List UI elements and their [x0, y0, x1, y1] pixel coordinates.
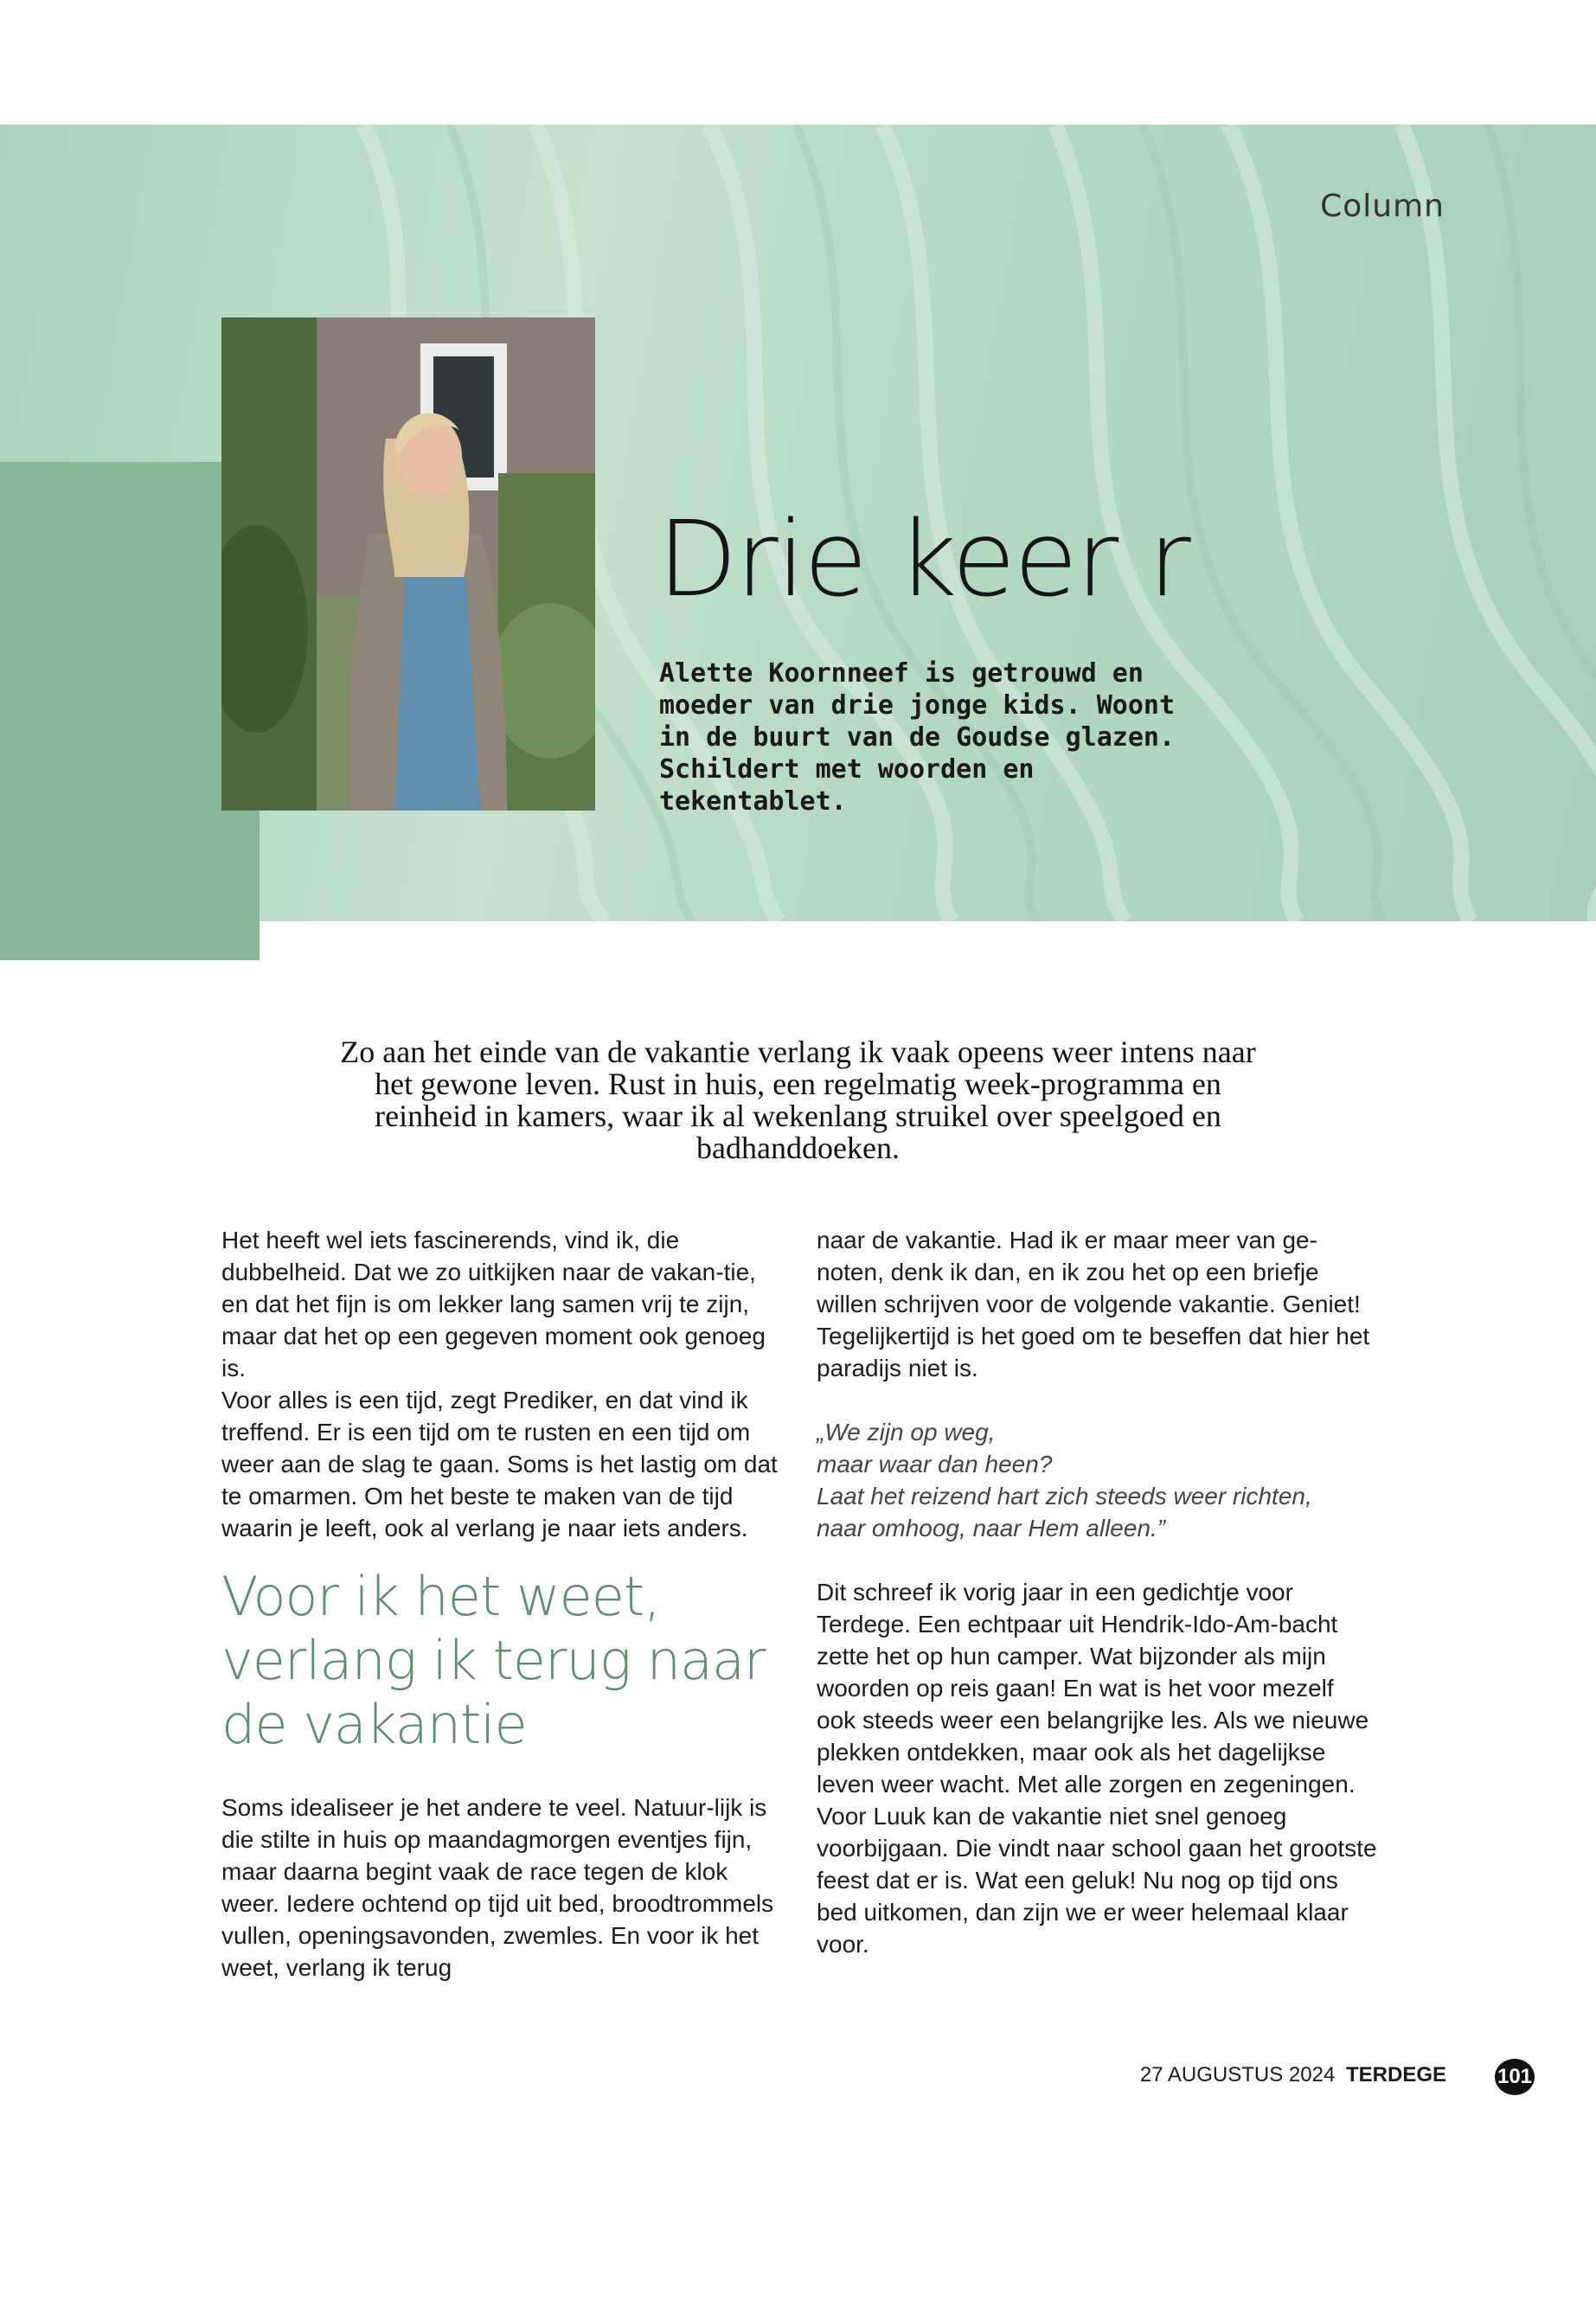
pull-quote-heading: Voor ik het weet, verlang ik terug naar de vakantie: [221, 1565, 766, 1756]
poem-line: „We zijn op weg,: [817, 1419, 996, 1445]
poem-line: maar waar dan heen?: [817, 1451, 1053, 1477]
poem-line: naar omhoog, naar Hem alleen.”: [817, 1515, 1166, 1541]
paragraph: naar de vakantie. Had ik er maar meer van ge-noten, denk ik dan, en ik zou het op een briefje willen schrijven voor de volgende vakantie. Geniet!: [817, 1227, 1361, 1317]
poem-quote: [817, 1416, 1379, 1544]
paragraph: Het heeft wel iets fascinerends, vind ik, die dubbelheid. Dat we zo uitkijken naar de vakan-tie, en dat het fijn is om lekker lang samen vrij te zijn, maar dat het op een gegeven moment ook genoeg is.: [221, 1227, 766, 1381]
issue-date: 27 AUGUSTUS 2024: [1139, 2063, 1336, 2086]
page-number-badge: 101: [1495, 2059, 1535, 2095]
body-column-right: [817, 1224, 1379, 1960]
paragraph: Dit schreef ik vorig jaar in een gedichtje voor Terdege. Een echtpaar uit Hendrik-Ido-Am-bacht zette het op hun camper. Wat bijzonder als mijn woorden op reis gaan! En wat is het voor mezelf ook steeds weer een belangrijke les. Als we nieuwe plekken ontdekken, maar ook als het dagelijkse leven weer wacht. Met alle zorgen en zegeningen.: [817, 1579, 1369, 1798]
body-column-left: [221, 1224, 784, 1984]
paragraph: Voor Luuk kan de vakantie niet snel genoeg voorbijgaan. Die vindt naar school gaan het grootste feest dat er is. Wat een geluk! Nu nog op tijd ons bed uitkomen, dan zijn we er weer helemaal klaar voor.: [817, 1803, 1377, 1958]
article-lead: Zo aan het einde van de vakantie verlang ik vaak opeens weer intens naar het gewone leven. Rust in huis, een regelmatig week-programma en reinheid in kamers, waar ik al wekenlang struikel over speelgoed en badhanddoeken.: [340, 1035, 1256, 1165]
magazine-name: TERDEGE: [1345, 2063, 1446, 2086]
paragraph: Tegelijkertijd is het goed om te beseffen dat hier het paradijs niet is.: [817, 1323, 1370, 1381]
paragraph: Voor alles is een tijd, zegt Prediker, en dat vind ik treffend. Er is een tijd om te rusten en een tijd om weer aan de slag te gaan. Soms is het lastig om dat te omarmen. Om het beste te maken van de tijd waarin je leeft, ook al verlang je naar iets anders.: [221, 1387, 778, 1541]
page-footer: [1140, 2063, 1446, 2087]
author-bio: Alette Koornneef is getrouwd en moeder van drie jonge kids. Woont in de buurt van de Goudse glazen. Schildert met woorden en tekentablet.: [659, 658, 1176, 817]
article-title: Drie keer r: [657, 500, 1189, 620]
author-photo: [221, 317, 595, 811]
poem-line: Laat het reizend hart zich steeds weer richten,: [817, 1483, 1312, 1509]
section-label: Column: [1320, 189, 1445, 224]
paragraph: Soms idealiseer je het andere te veel. Natuur-lijk is die stilte in huis op maandagmorgen eventjes fijn, maar daarna begint vaak de race tegen de klok weer. Iedere ochtend op tijd uit bed, broodtrommels vullen, openingsavonden, zwemles. En voor ik het weet, verlang ik terug: [221, 1794, 774, 1981]
decorative-green-block: [0, 462, 260, 960]
